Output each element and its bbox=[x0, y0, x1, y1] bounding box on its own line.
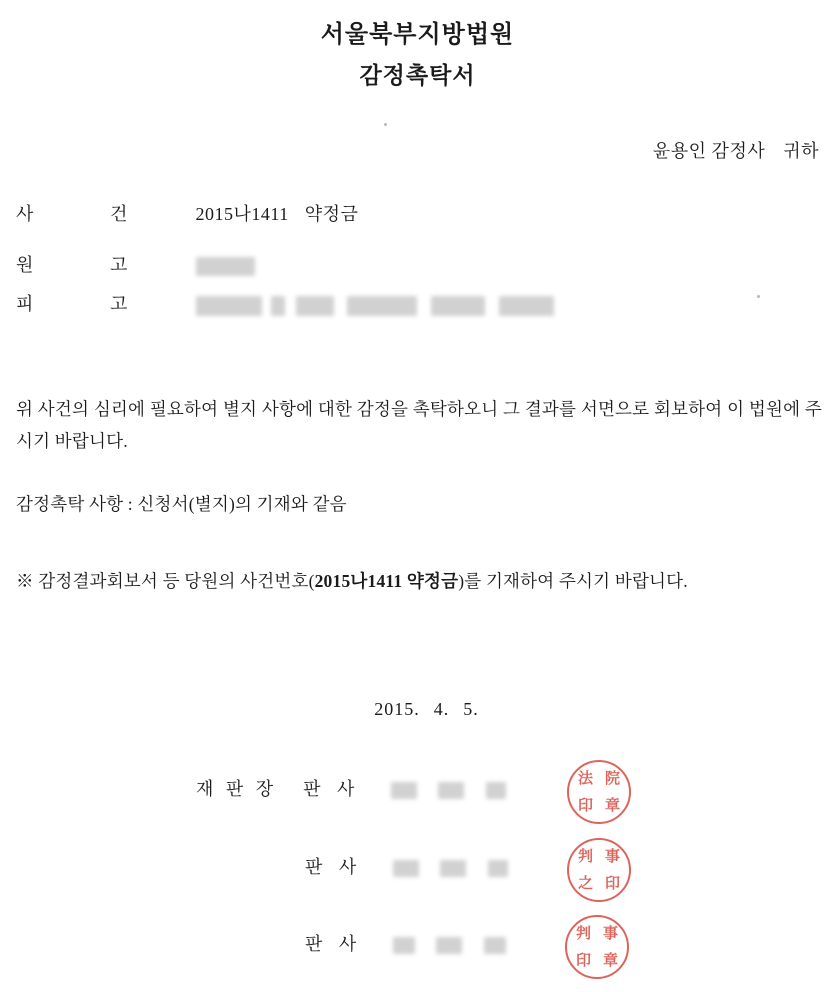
signature-role: 판 사 bbox=[305, 857, 363, 877]
seal-stamp-icon bbox=[567, 760, 631, 824]
signature-row-judge-2 bbox=[305, 853, 525, 879]
field-label-plaintiff: 원 고 bbox=[16, 255, 128, 275]
body-paragraph-3: ※ 감정결과회보서 등 당원의 사건번호(2015나1411 약정금)를 기재하여 주시기 바랍니다. bbox=[16, 571, 688, 591]
date-year: 2015. bbox=[374, 699, 420, 719]
addressee-line bbox=[653, 137, 819, 163]
redacted-defendant-name bbox=[431, 296, 485, 316]
seal-glyph: 章 bbox=[604, 796, 620, 814]
redacted-plaintiff-name bbox=[196, 257, 255, 276]
date-month: 4. bbox=[433, 699, 450, 719]
field-row-plaintiff bbox=[16, 251, 255, 277]
redacted-judge-name bbox=[391, 779, 523, 800]
seal-glyph: 印 bbox=[575, 951, 591, 969]
field-row-defendant bbox=[16, 290, 554, 316]
date-line bbox=[0, 699, 835, 720]
redacted-judge-name bbox=[393, 857, 525, 878]
document-title: 감정촉탁서 bbox=[359, 63, 476, 88]
redacted-defendant-name bbox=[499, 296, 554, 316]
field-value-case: 2015나1411 약정금 bbox=[195, 204, 359, 224]
seal-glyph: 印 bbox=[604, 874, 620, 892]
field-label-case: 사 건 bbox=[16, 204, 128, 224]
court-name: 서울북부지방법원 bbox=[320, 22, 515, 48]
signature-role: 판 사 bbox=[303, 779, 361, 799]
redacted-defendant-name bbox=[196, 296, 262, 316]
signature-row-presiding-judge bbox=[196, 775, 523, 801]
redacted-defendant-name bbox=[296, 296, 334, 316]
seal-glyph: 事 bbox=[604, 847, 620, 865]
case-number-emphasis: 2015나1411 약정금 bbox=[314, 571, 459, 591]
addressee-name: 윤용인 감정사 bbox=[652, 141, 766, 161]
seal-glyph: 印 bbox=[577, 796, 593, 814]
addressee-honorific: 귀하 bbox=[783, 141, 819, 161]
body-paragraph-2: 감정촉탁 사항 : 신청서(별지)의 기재와 같음 bbox=[16, 494, 347, 514]
seal-stamp-icon bbox=[565, 915, 629, 979]
field-row-case bbox=[16, 200, 358, 226]
seal-glyph: 判 bbox=[575, 924, 591, 942]
redacted-judge-name bbox=[393, 934, 523, 955]
redacted-defendant-name bbox=[347, 296, 417, 316]
seal-stamp-icon bbox=[567, 838, 631, 902]
seal-glyph: 之 bbox=[577, 874, 593, 892]
signature-title: 재 판 장 bbox=[196, 779, 278, 799]
seal-glyph: 判 bbox=[577, 847, 593, 865]
signature-row-judge-3 bbox=[305, 930, 523, 956]
redacted-defendant-name bbox=[271, 296, 285, 316]
date-day: 5. bbox=[463, 699, 479, 719]
scan-speck bbox=[384, 123, 387, 126]
field-label-defendant: 피 고 bbox=[16, 294, 128, 314]
seal-glyph: 章 bbox=[602, 951, 618, 969]
body-paragraph-1: 위 사건의 심리에 필요하여 별지 사항에 대한 감정을 촉탁하오니 그 결과를 서면으로 회보하여 이 법원에 주시기 바랍니다. bbox=[16, 399, 822, 451]
seal-glyph: 事 bbox=[602, 924, 618, 942]
seal-glyph: 院 bbox=[604, 769, 620, 787]
scan-speck bbox=[757, 295, 760, 298]
signature-role: 판 사 bbox=[305, 934, 363, 954]
seal-glyph: 法 bbox=[577, 769, 593, 787]
